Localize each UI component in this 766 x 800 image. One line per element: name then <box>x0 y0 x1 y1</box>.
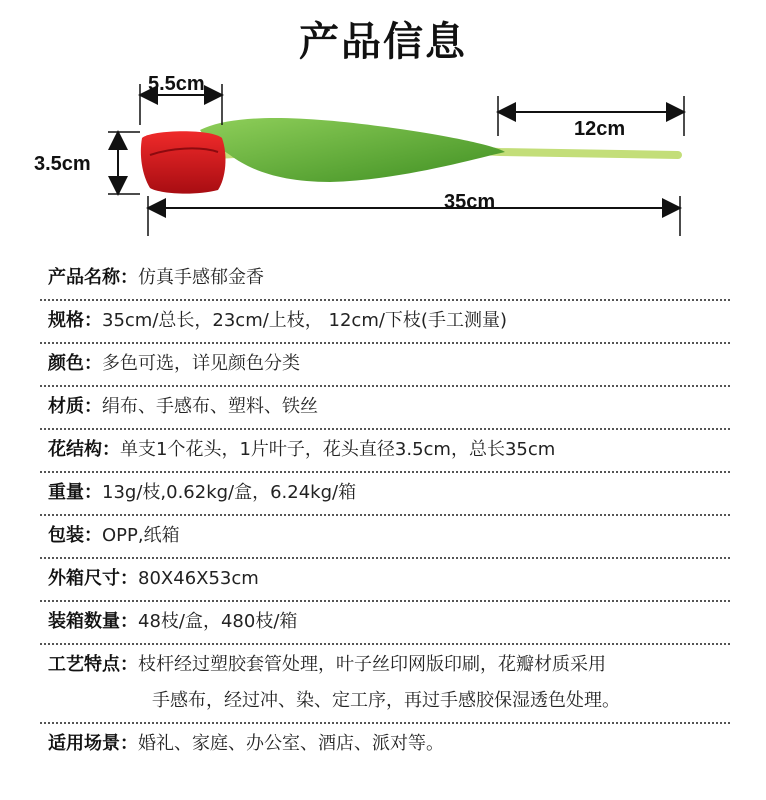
dim-total-label: 35cm <box>444 191 496 213</box>
spec-row-structure <box>40 430 730 473</box>
spec-value-continued: 手感布，经过冲、染、定工序，再过手感胶保湿透色处理。 <box>152 690 620 711</box>
spec-label: 外箱尺寸： <box>48 568 138 589</box>
spec-label: 重量： <box>48 482 102 503</box>
spec-label: 花结构： <box>48 439 120 460</box>
spec-value: 绢布、手感布、塑料、铁丝 <box>102 396 318 417</box>
spec-row-color <box>40 344 730 387</box>
spec-row-material <box>40 387 730 430</box>
spec-label: 材质： <box>48 396 102 417</box>
spec-list <box>40 258 730 765</box>
spec-label: 产品名称： <box>48 267 138 288</box>
product-dimension-diagram <box>0 60 766 250</box>
spec-value: 婚礼、家庭、办公室、酒店、派对等。 <box>138 733 444 754</box>
spec-row-usage <box>40 724 730 765</box>
spec-row-product-name <box>40 258 730 301</box>
spec-row-packing-qty <box>40 602 730 645</box>
tulip-head <box>141 131 226 193</box>
spec-value: 仿真手感郁金香 <box>138 267 264 288</box>
spec-value: 枝杆经过塑胶套管处理，叶子丝印网版印刷，花瓣材质采用 <box>138 654 606 675</box>
leaf <box>200 118 505 182</box>
dim-flower-width-label: 5.5cm <box>148 73 205 95</box>
spec-label: 装箱数量： <box>48 611 138 632</box>
spec-row-carton-size <box>40 559 730 602</box>
spec-row-craft <box>40 645 730 724</box>
spec-value: 多色可选，详见颜色分类 <box>102 353 300 374</box>
spec-label: 规格： <box>48 310 102 331</box>
spec-value: 单支1个花头，1片叶子，花头直径3.5cm，总长35cm <box>120 439 556 460</box>
page-title: 产品信息 <box>299 19 467 65</box>
dim-lower-stem-label: 12cm <box>574 118 626 140</box>
dim-flower-height-label: 3.5cm <box>34 153 91 175</box>
spec-row-packaging <box>40 516 730 559</box>
spec-value: OPP,纸箱 <box>102 525 180 546</box>
spec-value: 35cm/总长，23cm/上枝， 12cm/下枝(手工测量) <box>102 310 507 331</box>
spec-label: 工艺特点： <box>48 654 138 675</box>
spec-label: 颜色： <box>48 353 102 374</box>
spec-row-weight <box>40 473 730 516</box>
spec-value: 48枝/盒，480枝/箱 <box>138 611 298 632</box>
spec-value: 80X46X53cm <box>138 568 259 589</box>
spec-row-size <box>40 301 730 344</box>
spec-value: 13g/枝,0.62kg/盒，6.24kg/箱 <box>102 482 357 503</box>
spec-label: 适用场景： <box>48 733 138 754</box>
spec-label: 包装： <box>48 525 102 546</box>
